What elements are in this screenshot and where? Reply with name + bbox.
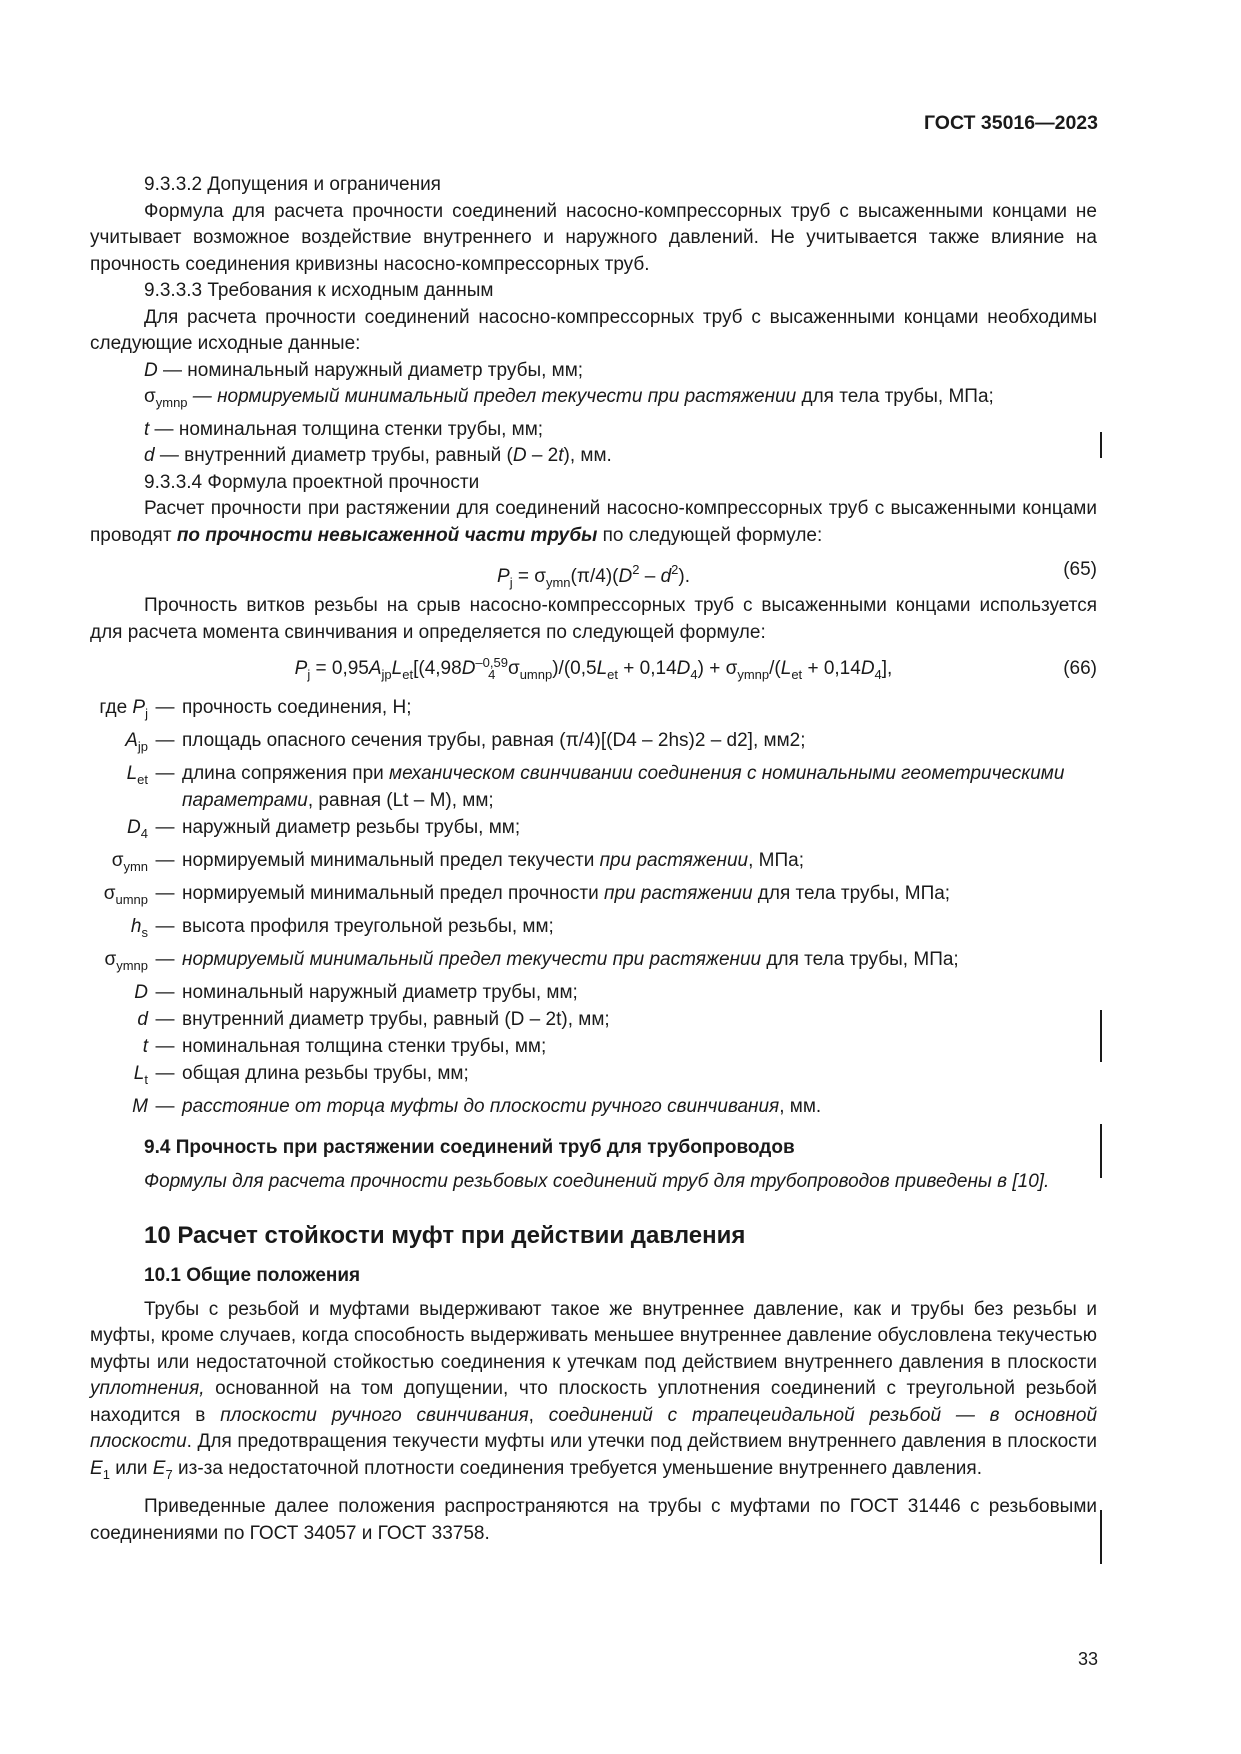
change-bar: [1100, 432, 1102, 458]
formula-66: [90, 652, 1097, 686]
change-bar: [1100, 1510, 1102, 1564]
legend-row-D: D — номинальный наружный диаметр трубы, мм;: [134, 982, 578, 1003]
page-content: [90, 172, 1097, 1547]
section-9-3-3-3-heading: 9.3.3.3 Требования к исходным данным: [144, 280, 494, 301]
section-9-4-text: Формулы для расчета прочности резьбовых соединений труб для трубопроводов приведены в [10].: [144, 1171, 1050, 1192]
formula-65: [90, 553, 1097, 590]
standard-code: ГОСТ 35016—2023: [924, 112, 1098, 134]
input-item-t: t — номинальная толщина стенки трубы, мм;: [144, 418, 544, 440]
legend-row-symn: $\sigma_{ymn}$ — нормируемый минимальный предел текучести при растяжении, МПа;: [111, 850, 804, 874]
formula-legend: [90, 694, 1097, 1120]
legend-row-symnp: $\sigma_{ymnp}$ — нормируемый минимальный предел текучести при растяжении для тела трубы, МПа;: [104, 949, 959, 973]
section-9-3-3-2-heading: 9.3.3.2 Допущения и ограничения: [144, 174, 441, 195]
formula-66-expression: $P_j = 0,95A_{jp}L_{et}[(4,98D$ –0,59 4 $\sigma_{umnp})/(0,5L_{et} + 0,14D_4) + \sigma_{ymnp}/(L_{et} + 0,14D_4]$,: [294, 654, 893, 682]
change-bar: [1100, 1010, 1102, 1062]
section-10-1-paragraph-2: Приведенные далее положения распространяются на трубы с муфтами по ГОСТ 31446 с резьбовыми соединениями по ГОСТ 34057 и ГОСТ 33758.: [90, 1496, 1097, 1544]
section-9-3-3-3-text: Для расчета прочности соединений насосно-компрессорных труб с высаженными концами необходимы следующие исходные данные:: [90, 306, 1097, 354]
formula-66-number: (66): [1063, 658, 1097, 679]
section-9-3-3-4-heading: 9.3.3.4 Формула проектной прочности: [144, 471, 480, 493]
legend-row-t: t — номинальная толщина стенки трубы, мм;: [142, 1036, 547, 1057]
section-10-1-heading: 10.1 Общие положения: [144, 1264, 361, 1286]
section-10-1-paragraph-1: Трубы с резьбой и муфтами выдерживают такое же внутреннее давление, как и трубы без резьбы и муфты, кроме случаев, когда способность выдерживать меньшее внутреннее давление обусловлена текучестью муфты или недостаточной стойкостью соединения к утечкам под действием внутреннего давления в плоскости уплотнения, основанной на том допущении, что плоскость уплотнения соединений с треугольной резьбой находится в плоскости ручного свинчивания, соединений с трапецеидальной резьбой — в основной плоскости. Для предотвращения текучести муфты или утечки под действием внутреннего давления в плоскости $E_1$ или $E_7$ из-за недостаточной плотности соединения требуется уменьшение внутреннего давления.: [90, 1298, 1098, 1482]
legend-row-Pj: где $P_j$ — прочность соединения, Н;: [99, 697, 412, 721]
input-item-D: D — номинальный наружный диаметр трубы, мм;: [144, 359, 584, 381]
paragraph-66: Прочность витков резьбы на срыв насосно-компрессорных труб с высаженными концами используется для расчета момента свинчивания и определяется по следующей формуле:: [90, 595, 1097, 643]
legend-row-d: d — внутренний диаметр трубы, равный (D – 2t), мм;: [137, 1009, 610, 1030]
formula-65-number: (65): [1063, 559, 1097, 580]
legend-row-Lt: $L_t$ — общая длина резьбы трубы, мм;: [133, 1063, 469, 1087]
section-9-3-3-4-text: Расчет прочности при растяжении для соединений насосно-компрессорных труб с высаженными концами проводят по прочности невысаженной части трубы по следующей формуле:: [90, 498, 1097, 546]
section-10-heading: 10 Расчет стойкости муфт при действии давления: [144, 1221, 746, 1249]
input-item-d: d — внутренний диаметр трубы, равный (D – 2t), мм.: [144, 445, 612, 466]
legend-row-Ajp: $A_{jp}$ — площадь опасного сечения трубы, равная (π/4)[(D4 – 2hs)2 – d2], мм2;: [125, 730, 806, 754]
page-number: 33: [1077, 1649, 1098, 1669]
legend-row-Let: $L_{et}$ — длина сопряжения при механическом свинчивании соединения с номинальными геометрическими параметрами, равная (Lt – M), мм;: [126, 763, 1065, 811]
input-item-sigma: $\sigma_{ymnp}$ — нормируемый минимальный предел текучести при растяжении для тела трубы, МПа;: [144, 386, 994, 410]
legend-row-M: M — расстояние от торца муфты до плоскости ручного свинчивания, мм.: [132, 1096, 822, 1117]
section-9-3-3-2-text: Формула для расчета прочности соединений насосно-компрессорных труб с высаженными концами не учитывает возможное воздействие внутреннего и наружного давлений. Не учитывается также влияние на прочность соединения кривизны насосно-компрессорных труб.: [90, 200, 1097, 275]
legend-row-sumnp: $\sigma_{umnp}$ — нормируемый минимальный предел прочности при растяжении для тела трубы, МПа;: [103, 883, 951, 907]
legend-row-hs: $h_s$ — высота профиля треугольной резьбы, мм;: [130, 916, 554, 940]
section-9-4-heading: 9.4 Прочность при растяжении соединений труб для трубопроводов: [144, 1137, 795, 1158]
change-bar: [1100, 1124, 1102, 1178]
formula-65-expression: $P_j = \sigma_{ymn}(\pi/4)(D^2 - d^2)$.: [497, 562, 690, 590]
legend-row-D4: $D_4$ — наружный диаметр резьбы трубы, мм;: [127, 817, 521, 841]
